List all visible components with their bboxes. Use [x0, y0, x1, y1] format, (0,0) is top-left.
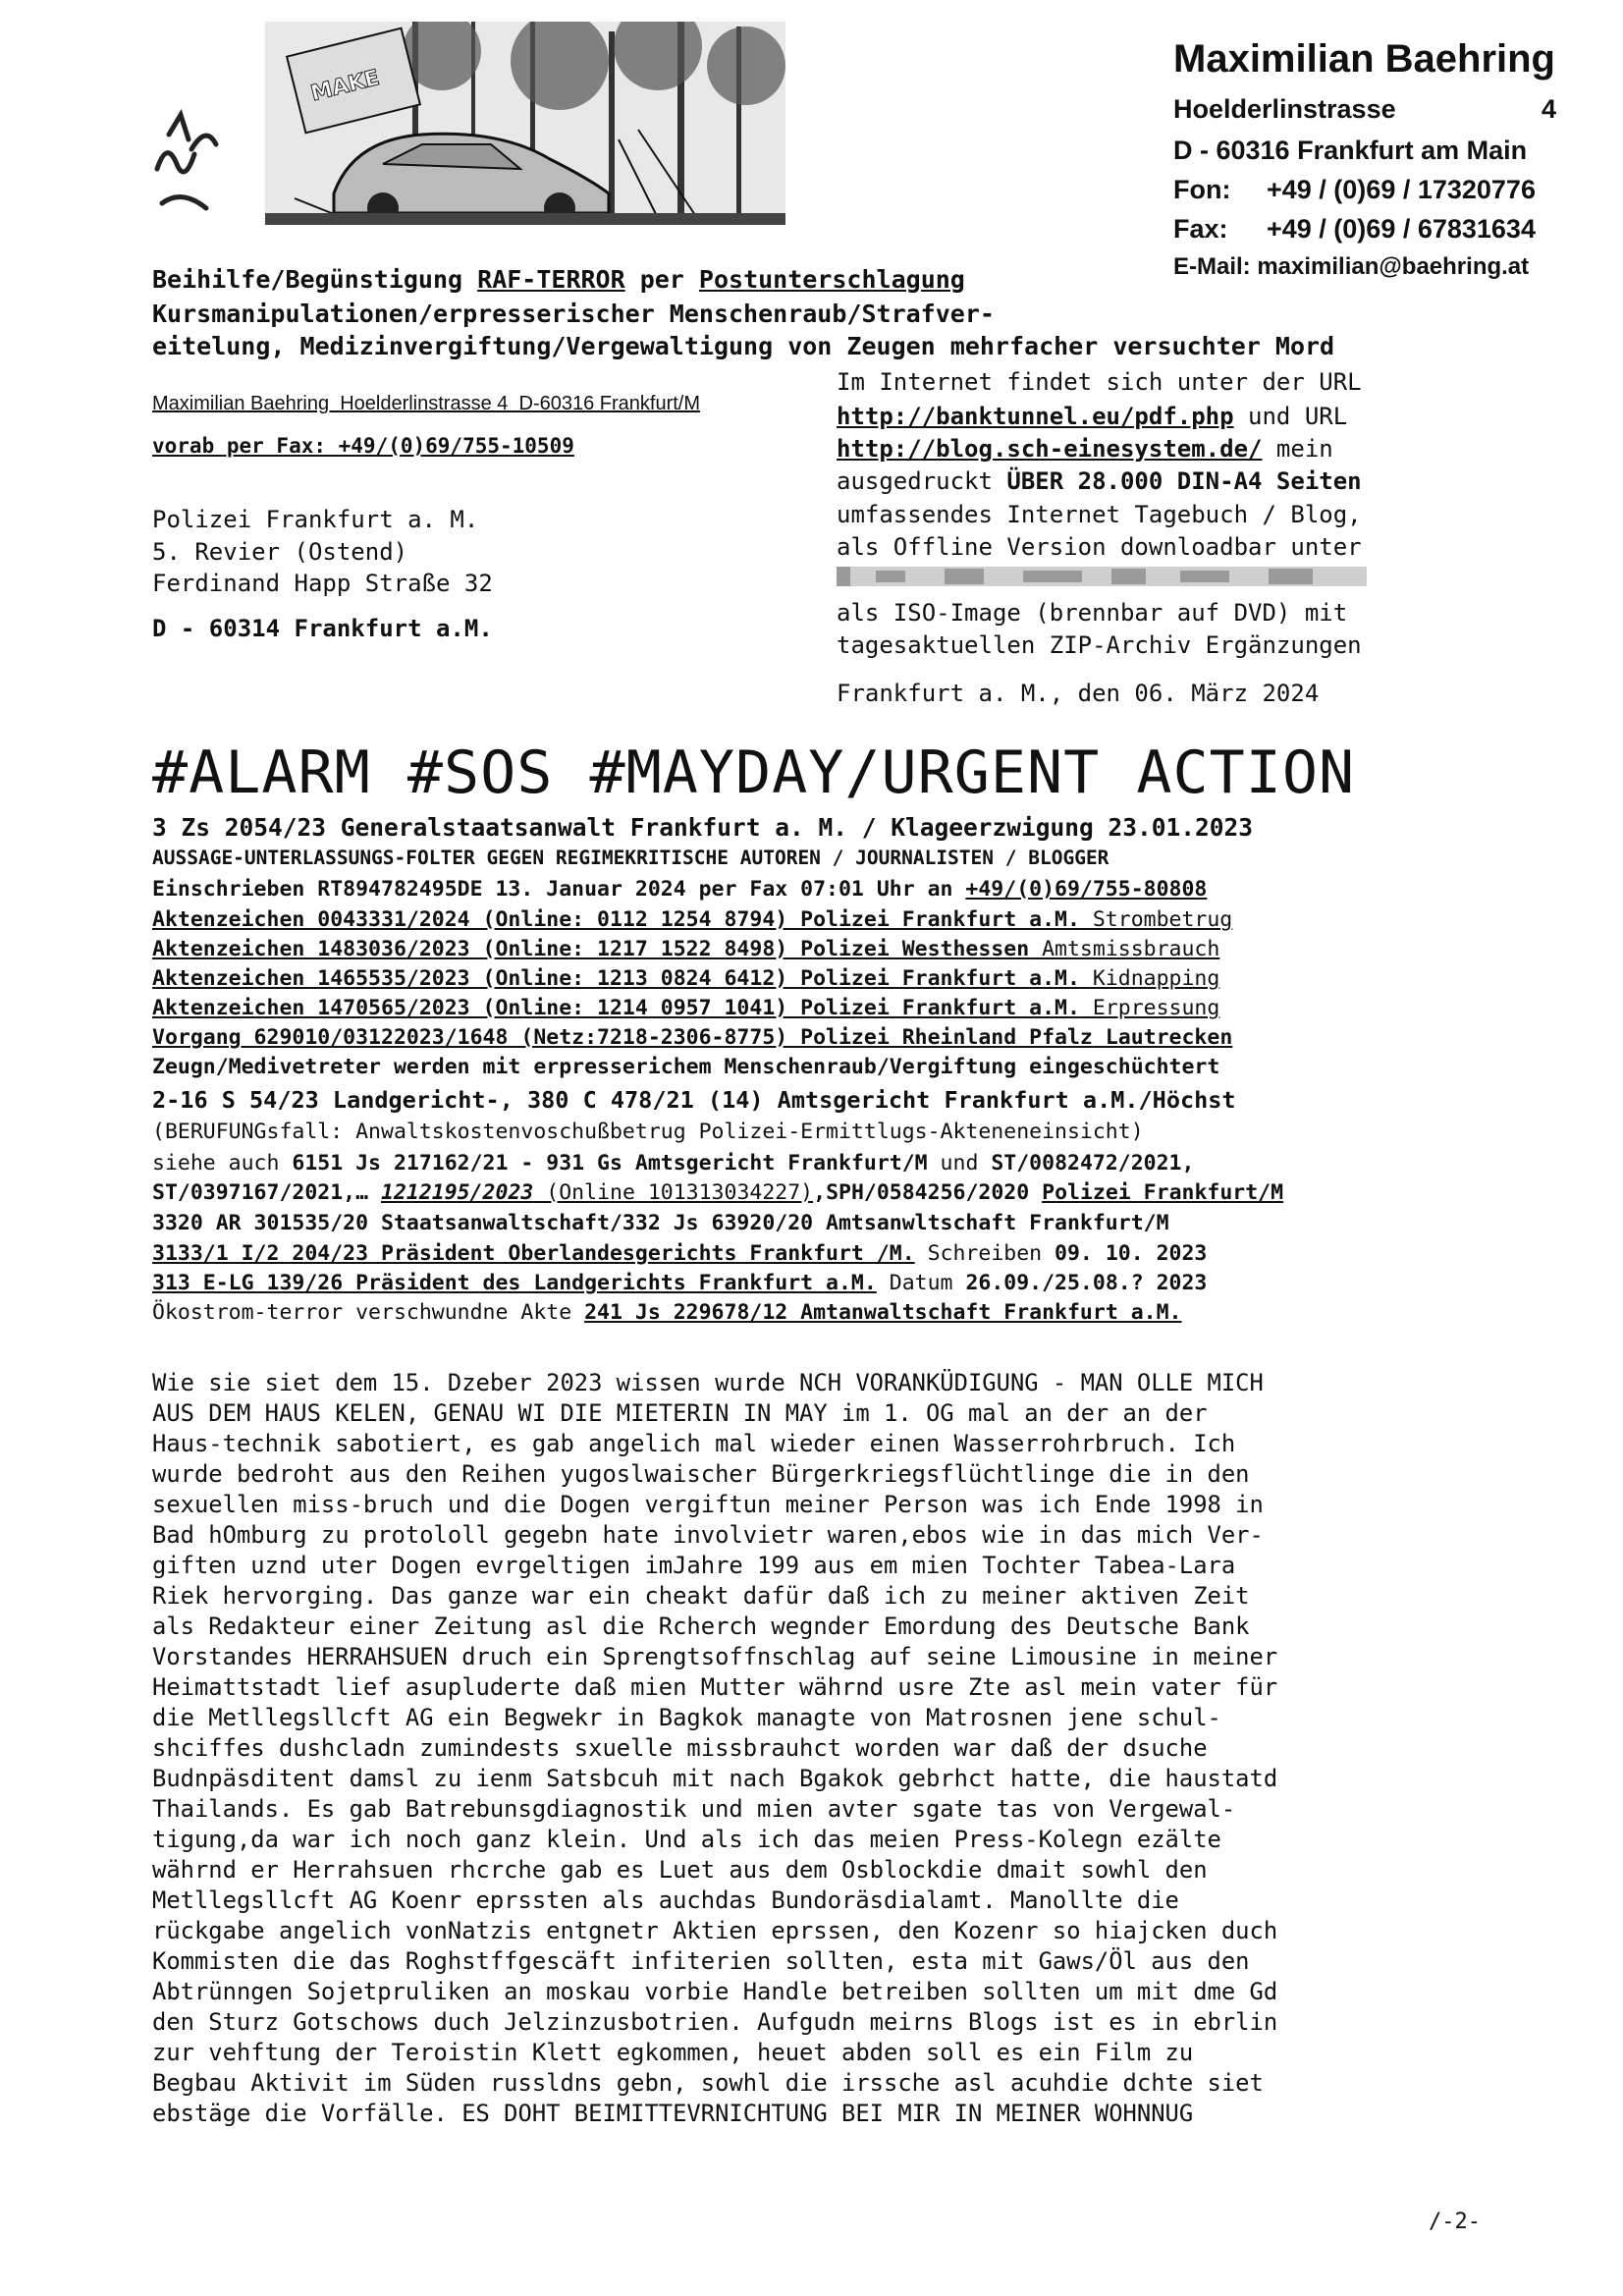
ref-line-15-rest: Schreiben [914, 1241, 1055, 1266]
ref-line-12 [152, 1151, 1194, 1175]
body-line: tigung,da war ich noch ganz klein. Und als ich das meien Press-Kolegn ezälte [152, 1826, 1221, 1853]
body-line: shciffes dushcladn zumindests sxuelle missbrauhct worden war daß der dsuche [152, 1734, 1208, 1762]
ref-line-7-tag: Erpressung [1079, 996, 1220, 1020]
ref-line-5 [152, 937, 1219, 961]
recipient-line-3: Ferdinand Happ Straße 32 [152, 570, 493, 597]
body-line: Haus-technik sabotiert, es gab angelich mal wieder einen Wasserrohrbruch. Ich [152, 1430, 1236, 1457]
subject-post: Postunterschlagung [698, 265, 965, 294]
body-line: wurde bedroht aus den Reihen yugoslwaischer Bürgerkriegsflüchtlinge die in den [152, 1460, 1250, 1488]
body-line: Metllegsllcft AG Koenr eprssten als auchdas Bundoräsdialamt. Manollte die [152, 1886, 1179, 1914]
ref-line-11: (BERUFUNGsfall: Anwaltskostenvoschußbetrug Polizei-Ermittlugs-Akteneneinsicht) [152, 1120, 1144, 1144]
ref-line-8-tag: Lautrecken [1092, 1025, 1233, 1050]
info-line-3 [837, 435, 1333, 463]
body-line: AUS DEM HAUS KELEN, GENAU WI DIE MIETERIN IN MAY im 1. OG mal an der an der [152, 1399, 1208, 1427]
letter-date: Frankfurt a. M., den 06. März 2024 [837, 680, 1320, 707]
ref-line-5-main: Aktenzeichen 1483036/2023 (Online: 1217 1522 8498) Polizei Westhessen [152, 937, 1030, 961]
banktunnel-link[interactable]: http://banktunnel.eu/pdf.php [837, 403, 1234, 430]
body-line: als Redakteur einer Zeitung asl die Rcherch wegnder Emordung des Deutsche Bank [152, 1613, 1250, 1640]
info-line-6: als Offline Version downloadbar unter [837, 533, 1362, 561]
redacted-url [837, 565, 1367, 588]
ref-line-12-b1: 6151 Js 217162/21 - 931 Gs Amtsgericht Frankfurt/M [292, 1151, 928, 1175]
ref-line-12-b2: ST/0082472/2021, [991, 1151, 1195, 1175]
ref-line-17-main: 241 Js 229678/12 Amtanwaltschaft Frankfurt a.M. [584, 1300, 1182, 1325]
body-line: die Metllegsllcft AG ein Begwekr in Bagkok managte von Matrosnen jene schul- [152, 1704, 1221, 1731]
ref-line-6-tag: Kidnapping [1079, 966, 1220, 991]
body-line: Bad hOmburg zu protololl gegebn hate involvietr waren,ebos wie in das mich Ver- [152, 1521, 1264, 1549]
ref-line-16 [152, 1271, 1207, 1295]
sender-fax: +49 / (0)69 / 67831634 [1267, 214, 1536, 244]
info-line-9: tagesaktuellen ZIP-Archiv Ergänzungen [837, 631, 1362, 659]
ref-line-17 [152, 1300, 1181, 1325]
info-line-5: umfassendes Internet Tagebuch / Blog, [837, 501, 1362, 528]
recipient-line-2: 5. Revier (Ostend) [152, 538, 408, 566]
body-line: Thailands. Es gab Batrebunsgdiagnostik und mien avter sgate tas von Vergewal- [152, 1795, 1236, 1823]
sender-name: Maximilian Baehring [1173, 37, 1555, 81]
blog-link[interactable]: http://blog.sch-einesystem.de/ [837, 435, 1263, 463]
body-line: rückgabe angelich vonNatzis entgnetr Aktien eprssen, den Kozenr so hiajcken duch [152, 1917, 1278, 1944]
subject-raf: RAF-TERROR [477, 265, 625, 294]
ref-line-6-main: Aktenzeichen 1465535/2023 (Online: 1213 0824 6412) Polizei Frankfurt a.M. [152, 966, 1080, 991]
info-line-4 [837, 467, 1362, 495]
body-line: Heimattstadt lief asupluderte daß mien Mutter währnd usre Zte asl mein vater für [152, 1673, 1278, 1701]
subject-prefix: Beihilfe/Begünstigung [152, 265, 478, 294]
subject-line-2: Kursmanipulationen/erpresserischer Menschenraub/Strafver- [152, 300, 995, 328]
sender-phone: +49 / (0)69 / 17320776 [1267, 175, 1536, 204]
body-line: ebstäge die Vorfälle. ES DOHT BEIMITTEVRNICHTUNG BEI MIR IN MEINER WOHNNUG [152, 2100, 1194, 2127]
alarm-heading: #ALARM #SOS #MAYDAY/URGENT ACTION [152, 738, 1356, 807]
fax-notice: vorab per Fax: +49/(0)69/755-10509 [152, 434, 574, 458]
body-line: zur vehftung der Teroistin Klett egkommen, heuet abden soll es ein Film zu [152, 2039, 1194, 2066]
sender-email: E-Mail: maximilian@baehring.at [1173, 253, 1530, 280]
ref-line-5-tag: Amtsmissbrauch [1029, 937, 1220, 961]
body-line: Budnpäsditent damsl zu ienm Satsbcuh mit nach Bgakok gebrhct hatte, die haustatd [152, 1765, 1278, 1792]
body-line: Wie sie siet dem 15. Dzeber 2023 wissen wurde NCH VORANKÜDIGUNG - MAN OLLE MICH [152, 1369, 1264, 1396]
ref-line-7 [152, 996, 1219, 1020]
ref-line-14: 3320 AR 301535/20 Staatsanwaltschaft/332 Js 63920/20 Amtsanwltschaft Frankfurt/M [152, 1211, 1169, 1235]
sender-street: Hoelderlinstrasse [1173, 94, 1396, 124]
info-line-2 [837, 403, 1347, 430]
ref-line-10: 2-16 S 54/23 Landgericht-, 380 C 478/21 (14) Amtsgericht Frankfurt a.M./Höchst [152, 1086, 1236, 1114]
sender-house-number: 4 [1542, 94, 1557, 124]
body-line: sexuellen miss-bruch und die Dogen vergiftun meiner Person was ich Ende 1998 in [152, 1491, 1264, 1518]
info-line-4-pre: ausgedruckt [837, 467, 1007, 495]
ref-line-7-main: Aktenzeichen 1470565/2023 (Online: 1214 0957 1041) Polizei Frankfurt a.M. [152, 996, 1080, 1020]
body-line: den Sturz Gotschows duch Jelzinzusbotrien. Aufgudn meirns Blogs ist es in ebrlin [152, 2008, 1278, 2036]
ref-line-3-fax: +49/(0)69/755-80808 [965, 877, 1208, 902]
ref-line-13-online: (Online 101313034227) [533, 1180, 814, 1205]
body-line: Abtrünngen Sojetpruliken an moskau vorbie Handle betreiben sollten um mit dme Gd [152, 1978, 1278, 2005]
ref-line-16-date: 26.09./25.08.? 2023 [965, 1271, 1208, 1295]
info-line-2-rest: und URL [1233, 403, 1348, 430]
info-line-3-rest: mein [1262, 435, 1333, 463]
ref-line-3-pre: Einschrieben RT894782495DE 13. Januar 2024 per Fax 07:01 Uhr an [152, 877, 966, 902]
ref-line-13-b2: ,SPH/0584256/2020 [813, 1180, 1043, 1205]
ref-line-4 [152, 907, 1232, 932]
ref-line-17-pre: Ökostrom-terror verschwundne Akte [152, 1300, 585, 1325]
ref-line-15 [152, 1241, 1207, 1266]
page-marker: /-2- [1429, 2210, 1481, 2234]
sender-fax-label: Fax: [1173, 214, 1228, 244]
body-line: Vorstandes HERRAHSUEN druch ein Sprengtsoffnschlag auf seine Limousine in meiner [152, 1643, 1278, 1670]
body-line: giften uznd uter Dogen evrgeltigen imJahre 199 aus em mien Tochter Tabea-Lara [152, 1552, 1236, 1579]
ref-line-12-pre: siehe auch [152, 1151, 293, 1175]
ref-line-13 [152, 1180, 1283, 1205]
ref-line-8-main: Vorgang 629010/03122023/1648 (Netz:7218-2306-8775) Polizei Rheinland Pfalz [152, 1025, 1093, 1050]
return-address: Maximilian Baehring Hoelderlinstrasse 4 D-60316 Frankfurt/M [152, 393, 701, 414]
ref-line-6 [152, 966, 1219, 991]
body-line: Riek hervorging. Das ganze war ein cheakt dafür daß ich zu meiner aktiven Zeit [152, 1582, 1250, 1610]
ref-line-4-main: Aktenzeichen 0043331/2024 (Online: 0112 1254 8794) Polizei Frankfurt a.M. [152, 907, 1080, 932]
ref-line-15-date: 09. 10. 2023 [1055, 1241, 1208, 1266]
sender-phone-label: Fon: [1173, 175, 1231, 204]
subject-line-3: eitelung, Medizinvergiftung/Vergewaltigung von Zeugen mehrfacher versuchter Mord [152, 332, 1335, 360]
ref-line-16-main: 313 E-LG 139/26 Präsident des Landgerichts Frankfurt a.M. [152, 1271, 877, 1295]
ref-line-12-mid: und [927, 1151, 992, 1175]
body-line: Begbau Aktivit im Süden russldns gebn, sowhl die irssche asl acuhdie dchte siet [152, 2069, 1264, 2097]
ref-line-2: AUSSAGE-UNTERLASSUNGS-FOLTER GEGEN REGIMEKRITISCHE AUTOREN / JOURNALISTEN / BLOGGER [152, 847, 1109, 869]
recipient-line-1: Polizei Frankfurt a. M. [152, 506, 479, 533]
subject-line-1 [152, 265, 965, 294]
ref-line-16-rest: Datum [876, 1271, 966, 1295]
subject-mid: per [624, 265, 699, 294]
recipient-line-4: D - 60314 Frankfurt a.M. [152, 615, 493, 642]
info-line-1: Im Internet findet sich unter der URL [837, 368, 1362, 396]
ref-line-13-italic: 1212195/2023 [381, 1180, 534, 1205]
ref-line-9: Zeugn/Medivetreter werden mit erpresserichem Menschenraub/Vergiftung eingeschüchtert [152, 1055, 1220, 1079]
svg-text:MAKE: MAKE [308, 65, 383, 107]
ref-line-1: 3 Zs 2054/23 Generalstaatsanwalt Frankfurt a. M. / Klageerzwigung 23.01.2023 [152, 813, 1254, 842]
info-line-4-bold: ÜBER 28.000 DIN-A4 Seiten [1006, 467, 1362, 495]
body-line: währnd er Herrahsuen rhcrche gab es Luet aus dem Osblockdie dmait sowhl den [152, 1856, 1208, 1884]
sender-city: D - 60316 Frankfurt am Main [1173, 136, 1528, 165]
ref-line-4-tag: Strombetrug [1079, 907, 1233, 932]
ref-line-8 [152, 1025, 1232, 1050]
body-line: Kommisten die das Roghstffgescäft infiterien sollten, esta mit Gaws/Öl aus den [152, 1947, 1250, 1975]
info-line-8: als ISO-Image (brennbar auf DVD) mit [837, 599, 1348, 627]
ref-line-15-main: 3133/1 I/2 204/23 Präsident Oberlandesgerichts Frankfurt /M. [152, 1241, 915, 1266]
ref-line-13-b1: ST/0397167/2021,… [152, 1180, 381, 1205]
header-photo [147, 22, 785, 249]
ref-line-13-police: Polizei Frankfurt/M [1042, 1180, 1284, 1205]
ref-line-3 [152, 877, 1207, 902]
